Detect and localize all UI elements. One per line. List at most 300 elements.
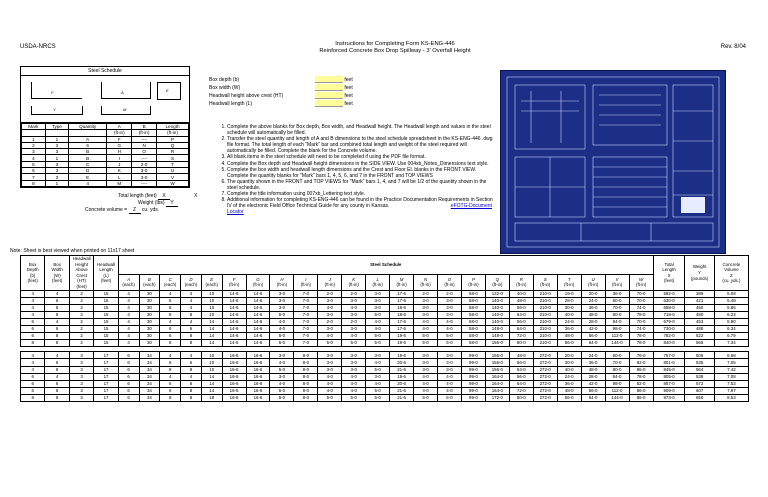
schedule-cell: W [157,180,189,186]
print-note: Note: Sheet is best viewed when printed on 11x17 sheet [10,248,135,254]
table-cell: 16-6 [246,352,270,359]
table-cell: 64-0 [509,380,533,387]
table-cell: 421 [685,297,714,304]
header-line: Depth [26,267,39,273]
table-cell: 144-0 [605,394,629,401]
table-cell: 2-0 [438,290,462,297]
table-cell: 480 [685,311,714,318]
table-cell: 4-0 [270,318,294,325]
table-cell: 3-0 [318,359,342,366]
table-cell: 2-0 [318,318,342,325]
letter-unit: (ft-in) [420,282,431,288]
table-cell: 172-0 [485,394,509,401]
table-cell: 4-0 [438,373,462,380]
schedule-col-header: Mark [22,124,46,130]
table-letter-header [438,275,462,291]
box-depth-field[interactable] [315,76,343,83]
table-cell: 56-0 [581,387,605,394]
schedule-cell: 3 [45,149,68,155]
table-letter-header [605,275,629,291]
weight-label: Weight (lbs) [138,200,165,206]
instructions-list [219,124,493,215]
table-cell: 3-0 [318,326,342,333]
input-box-depth [209,76,353,83]
letter: Q [495,276,500,282]
table-cell: 3 [69,352,93,359]
table-cell: 20-0 [557,352,581,359]
table-cell: 16-6 [246,359,270,366]
table-cell: 10 [201,359,222,366]
table-cell: 4-0 [366,380,390,387]
instruction-item: 1. Complete the above blanks for Box depth, Box width, and Headwall height. The Headwall length and values in the steel schedule will automatically be filled. [227,124,493,136]
letter: M [399,276,404,282]
instruction-item: 2. Transfer the steel quantity and length of A and B dimensions to the steel schedule spreadsheet in the KS-ENG-446 .dwg file format. The total length of each "Mark" bar and combined total length and weight of the steel required will automatically be filled. Complete the blank for the Concrete volume. [227,136,493,154]
table-letter-header [342,275,366,291]
table-cell: 2 [69,290,93,297]
table-row [21,373,749,380]
table-cell: 3-0 [366,373,390,380]
table-cell: 14-6 [222,333,246,340]
table-cell: 4 [21,352,45,359]
table-cell: 4-0 [438,380,462,387]
art-label-e: E [166,88,169,93]
header-line: Length [99,267,113,273]
table-cell: 4 [181,290,202,297]
table-cell: 3 [69,394,93,401]
table-col-header [653,256,685,291]
table-cell: 4 [118,333,139,340]
instruction-item: 6. The quantity shown in the FRONT and TOP VIEWS for "Mark" bars 1, 4, and 7 will be 1/2 of the quantity shown in the steel schedule. [227,179,493,191]
header-line: X [667,272,671,278]
letter-unit: (ft-in) [587,282,599,288]
table-cell: 4-0 [414,373,438,380]
table-cell: 4 [21,304,45,311]
headwall-height-field[interactable] [315,92,343,99]
table-cell: 6.79 [714,333,748,340]
schedule-row [22,180,189,186]
letter-unit: (ft-in) [516,282,527,288]
table-cell: 2-0 [318,290,342,297]
table-cell: 6 [118,359,139,366]
table-cell: 56-0 [509,304,533,311]
letter-unit: (each) [122,282,135,288]
table-cell: 782-0 [653,333,685,340]
table-cell: 805-0 [653,373,685,380]
table-cell: 6 [21,318,45,325]
table-cell: 164-0 [485,373,509,380]
table-cell: 30 [139,326,160,333]
table-cell: 24-0 [581,352,605,359]
table-cell: 5-0 [270,333,294,340]
table-cell: 7-0 [294,318,318,325]
letter-unit: (ft-in) [611,282,623,288]
table-cell: 3-0 [438,311,462,318]
table-letter-header [181,275,202,291]
table-cell: 538 [685,373,714,380]
table-cell: 5.86 [714,304,748,311]
table-cell: 7.05 [714,359,748,366]
table-cell: 6 [21,326,45,333]
table-cell: 28-0 [581,373,605,380]
table-cell: 8 [181,387,202,394]
table-cell: 8 [45,387,69,394]
table-cell: 3-0 [414,366,438,373]
table-cell: 86-0 [629,387,653,394]
table-cell: 4-0 [342,333,366,340]
letter: L [376,276,379,282]
table-row [21,311,749,318]
schedule-cell: R [157,149,189,155]
concrete-unit: cu. yds. [141,207,160,213]
table-cell: 60-0 [605,352,629,359]
table-letter-header [118,275,139,291]
title-line-2: Reinforced Concrete Box Drop Spillway - 3' Overfall Height [319,48,471,54]
table-cell: 156-0 [485,359,509,366]
efotg-link[interactable]: eFOTG-Document Locator [227,203,492,216]
table-cell: 14-6 [222,290,246,297]
table-cell: 14-6 [246,290,270,297]
table-cell: 4 [45,318,69,325]
header-line: Box [28,261,37,267]
table-cell: 2 [69,340,93,347]
table-cell: 21-6 [390,394,414,401]
table-cell: 56-0 [509,359,533,366]
table-cell: 2 [69,297,93,304]
table-cell: 99-0 [461,394,485,401]
table-cell: 3-0 [366,297,390,304]
table-cell: 3-0 [342,359,366,366]
table-cell: 909-0 [653,387,685,394]
table-cell: 14-6 [222,318,246,325]
letter: D [189,276,193,282]
letter: I [305,276,307,282]
steel-schedule-summary-table [20,255,749,402]
table-cell: 40-0 [557,311,581,318]
table-cell: 40-0 [509,290,533,297]
table-cell: 16-6 [222,387,246,394]
header-line: Z [730,272,733,278]
table-letter-header [201,275,222,291]
table-cell: 6 [181,359,202,366]
table-cell: 58-0 [461,311,485,318]
table-cell: 148-0 [485,326,509,333]
schedule-cell: 6 [69,142,107,148]
table-cell: 5-0 [366,387,390,394]
table-cell: 7-0 [294,304,318,311]
table-cell: 5.49 [714,297,748,304]
table-cell: 6.34 [714,326,748,333]
schedule-cell: L [107,174,132,180]
table-cell: 4 [21,366,45,373]
table-row [21,297,749,304]
table-cell: 15 [94,311,118,318]
table-cell: 857-0 [653,380,685,387]
table-cell: 16-6 [246,394,270,401]
table-cell: 14 [201,326,222,333]
table-letter-header [414,275,438,291]
table-cell: 6 [118,387,139,394]
header-line: Concrete [722,261,741,267]
schedule-col-header: Length [157,124,189,130]
table-cell: 14-6 [246,297,270,304]
box-width-field[interactable] [315,84,343,91]
table-cell: 3-0 [342,326,366,333]
schedule-cell: P [157,136,189,142]
table-cell: 34 [139,387,160,394]
table-cell: 15 [94,297,118,304]
schedule-cell: C [69,161,107,167]
schedule-cell: 2 [22,142,46,148]
header-line: (feet) [100,278,112,284]
art-label-m: M [123,107,127,112]
box-width-unit: feet [344,84,353,91]
header-line: (W) [53,272,61,278]
table-cell: 6 [160,387,181,394]
table-cell: 70-0 [629,318,653,325]
table-cell: 210-0 [533,304,557,311]
table-cell: 8 [45,340,69,347]
table-col-header [69,256,93,291]
table-row [21,359,749,366]
table-cell: 78-0 [629,340,653,347]
table-cell: 5-0 [318,394,342,401]
art-label-f: F [51,90,54,95]
table-cell: 973-0 [653,394,685,401]
table-cell: 8.53 [714,394,748,401]
table-cell: 16-6 [246,380,270,387]
table-cell: 78-0 [629,333,653,340]
letter-unit: (ft-in) [276,282,288,288]
letter: O [447,276,452,282]
table-cell: 80-0 [605,366,629,373]
table-cell: 8 [181,394,202,401]
table-cell: 8 [181,340,202,347]
header-line: (pounds) [690,275,709,281]
table-letter-header [557,275,581,291]
table-cell: 4 [181,373,202,380]
letter: B [147,276,151,282]
table-letter-header [390,275,414,291]
schedule-cell: 5 [22,161,46,167]
letter-unit: (ft-in) [444,282,455,288]
letter-unit: (ft-in) [396,282,407,288]
table-cell: 10 [201,304,222,311]
table-cell: 20-6 [390,359,414,366]
table-cell: 3-0 [414,352,438,359]
table-cell: 845-0 [653,366,685,373]
table-cell: 5-0 [366,394,390,401]
table-cell: 4 [118,326,139,333]
table-cell: 20-0 [581,290,605,297]
table-cell: 34 [139,352,160,359]
table-letter-header [509,275,533,291]
table-cell: 98-0 [605,326,629,333]
table-cell: 15 [94,333,118,340]
table-cell: 679-0 [653,318,685,325]
total-length-value: X [158,193,170,200]
table-cell: 3-0 [270,352,294,359]
schedule-cell: ---- [132,136,157,142]
table-cell: 4-0 [270,326,294,333]
table-cell: 164-0 [485,387,509,394]
bar-shape-type3 [157,82,181,100]
table-cell: 34 [139,380,160,387]
table-cell: 17-6 [390,326,414,333]
table-cell: 14-6 [222,297,246,304]
table-cell: 30 [139,311,160,318]
table-cell: 8-0 [294,394,318,401]
instruction-item [227,197,493,215]
table-col-header [45,256,69,291]
schedule-cell: ---- [132,155,157,161]
table-cell: 58-0 [461,333,485,340]
table-cell: 272-0 [533,380,557,387]
instruction-item: 5. Complete the box width and headwall length dimensions and the Crest and Floor El. blanks in the FRONT VIEW. Complete the quantity blanks for "Mark" bars 1, 4, 5, 6, and 7 in the FRONT and TOP VIEWS [227,167,493,179]
table-cell: 3-0 [438,297,462,304]
table-col-header [685,256,714,291]
table-cell: 74-0 [629,326,653,333]
table-cell: 3-0 [318,311,342,318]
table-cell: 99-0 [461,352,485,359]
bar-shape-diagram [21,76,189,123]
table-cell: 3-0 [318,352,342,359]
table-cell: 48-0 [557,387,581,394]
table-cell: 4 [160,290,181,297]
table-cell: 5-0 [366,333,390,340]
table-cell: 7.34 [714,340,748,347]
schedule-cell: B [69,155,107,161]
bar-shape-type2 [101,82,151,99]
table-letter-header [222,275,246,291]
table-cell: 8 [45,366,69,373]
schedule-cell: 8 [22,180,46,186]
table-cell: 3 [69,359,93,366]
table-cell: 56-0 [557,394,581,401]
bar-shape-type4 [31,106,83,115]
headwall-height-unit: feet [344,92,353,99]
table-header-row [21,256,749,275]
table-cell: 70-0 [605,304,629,311]
table-cell: 82-0 [629,359,653,366]
table-cell: 48-0 [509,297,533,304]
table-cell: 2-0 [342,290,366,297]
schedule-cell: ---- [132,180,157,186]
box-depth-label: Box depth (b) [209,76,240,83]
table-cell: 522 [685,333,714,340]
table-cell: 4-0 [270,380,294,387]
schedule-col-header: Quantity [69,124,107,130]
table-cell: 4 [45,290,69,297]
revision-label: Rev. 8/04 [720,44,746,50]
table-row [21,366,749,373]
table-cell: 58-0 [461,290,485,297]
steel-schedule-title: Steel Schedule [21,67,189,76]
table-subheader-row [21,275,749,291]
table-cell: 30 [139,318,160,325]
letter-unit: (ft-in) [228,282,240,288]
header-line: Y [698,269,702,275]
table-cell: 30 [139,340,160,347]
table-cell: 272-0 [533,373,557,380]
schedule-cell: 1 [45,136,68,142]
table-row [21,290,749,297]
table-cell: 21-6 [390,366,414,373]
table-cell: 17 [94,380,118,387]
headwall-length-unit: feet [344,100,353,107]
table-cell: 4 [181,352,202,359]
table-cell: 99-0 [461,359,485,366]
table-cell: 84-0 [605,373,629,380]
table-cell: 2-0 [342,318,366,325]
header-line: Crest [76,272,87,278]
schedule-cell: 3 [45,168,68,174]
table-cell: 10 [201,352,222,359]
table-cell: 8 [181,311,202,318]
table-cell: 7-0 [294,326,318,333]
table-cell: 506 [685,352,714,359]
table-cell: 4-0 [318,380,342,387]
table-cell: 4-0 [414,318,438,325]
table-cell: 210-0 [533,290,557,297]
schedule-cell: 3 [45,161,68,167]
table-cell: 6 [45,297,69,304]
letter-unit: (each) [143,282,156,288]
table-cell: 7-0 [294,333,318,340]
table-cell: 20-6 [390,380,414,387]
table-cell: 99-0 [461,387,485,394]
table-cell: 14 [201,387,222,394]
schedule-col-header: B [132,124,157,130]
table-cell: 4-0 [318,387,342,394]
table-cell: 4 [21,311,45,318]
table-cell: 5-0 [366,366,390,373]
letter: G [256,276,260,282]
table-cell: 6 [181,380,202,387]
concrete-value: Z [129,207,141,214]
table-cell: 16-6 [222,359,246,366]
schedule-col-header: A [107,124,132,130]
table-cell: 2 [69,311,93,318]
schedule-cell: U [157,168,189,174]
schedule-cell: D [69,168,107,174]
table-cell: 3-0 [366,304,390,311]
table-cell: 30-0 [557,304,581,311]
table-cell: 4 [118,311,139,318]
table-cell: 58-0 [461,340,485,347]
table-cell: 58-0 [461,326,485,333]
table-cell: 5.90 [714,318,748,325]
table-cell: 78-0 [629,373,653,380]
bar-shape-type1 [31,82,82,99]
instruction-text: Additional information for completing KS-ENG-446 can be found in the Practice Documentation Requirements in Section IV of the electronic Field Office Technical Guide for any county in Kansas. [227,197,493,210]
table-cell: 99-0 [461,366,485,373]
schedule-cell: E [69,174,107,180]
table-cell: 15 [94,326,118,333]
table-cell: 4-0 [318,304,342,311]
table-cell: 4-0 [438,318,462,325]
table-cell: 3-0 [342,366,366,373]
table-cell: 8 [160,311,181,318]
table-cell: 3-0 [270,304,294,311]
table-cell: 6 [45,326,69,333]
table-cell: 3-0 [438,352,462,359]
table-cell: 4 [21,359,45,366]
table-col-header [94,256,118,291]
table-cell: 64-0 [509,366,533,373]
table-cell: 7.97 [714,387,748,394]
table-cell: 80-0 [509,394,533,401]
table-cell: 30 [139,304,160,311]
